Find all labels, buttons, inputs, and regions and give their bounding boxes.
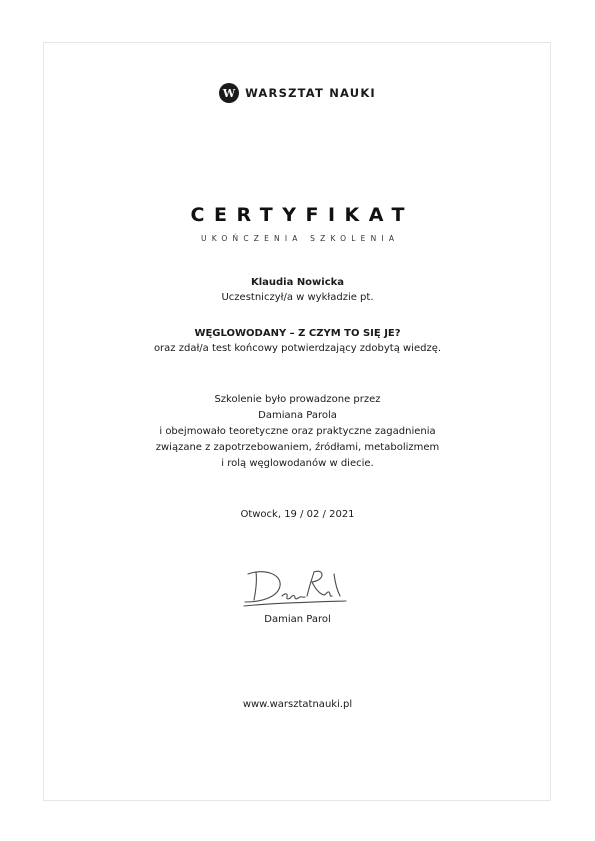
description-line-1: Szkolenie było prowadzone przez [214, 394, 381, 405]
website-link[interactable]: www.warsztatnauki.pl [242, 699, 353, 710]
trainer-name: Damiana Parola [258, 410, 337, 421]
participant-name: Klaudia Nowicka [250, 277, 345, 288]
handwritten-signature [242, 566, 354, 608]
test-line: oraz zdał/a test końcowy potwierdzający zdobytą wiedzę. [153, 343, 442, 354]
brand-logo-icon: W [219, 83, 239, 103]
description-line-5: i rolą węglowodanów w diecie. [221, 458, 374, 469]
attended-line: Uczestniczył/a w wykładzie pt. [221, 292, 374, 303]
brand-logo [0, 83, 595, 103]
description-line-3: i obejmowało teoretyczne oraz praktyczne zagadnienia [159, 426, 436, 437]
brand-name: WARSZTAT NAUKI [245, 86, 376, 100]
place-date: Otwock, 19 / 02 / 2021 [240, 509, 355, 520]
lecture-title: WĘGLOWODANY – Z CZYM TO SIĘ JE? [194, 328, 401, 339]
certificate-subtitle: UKOŃCZENIA SZKOLENIA [201, 234, 400, 243]
certificate-title: CERTYFIKAT [190, 204, 414, 226]
description-line-4: związane z zapotrzebowaniem, źródłami, metabolizmem [155, 442, 440, 453]
signer-name: Damian Parol [264, 614, 331, 625]
